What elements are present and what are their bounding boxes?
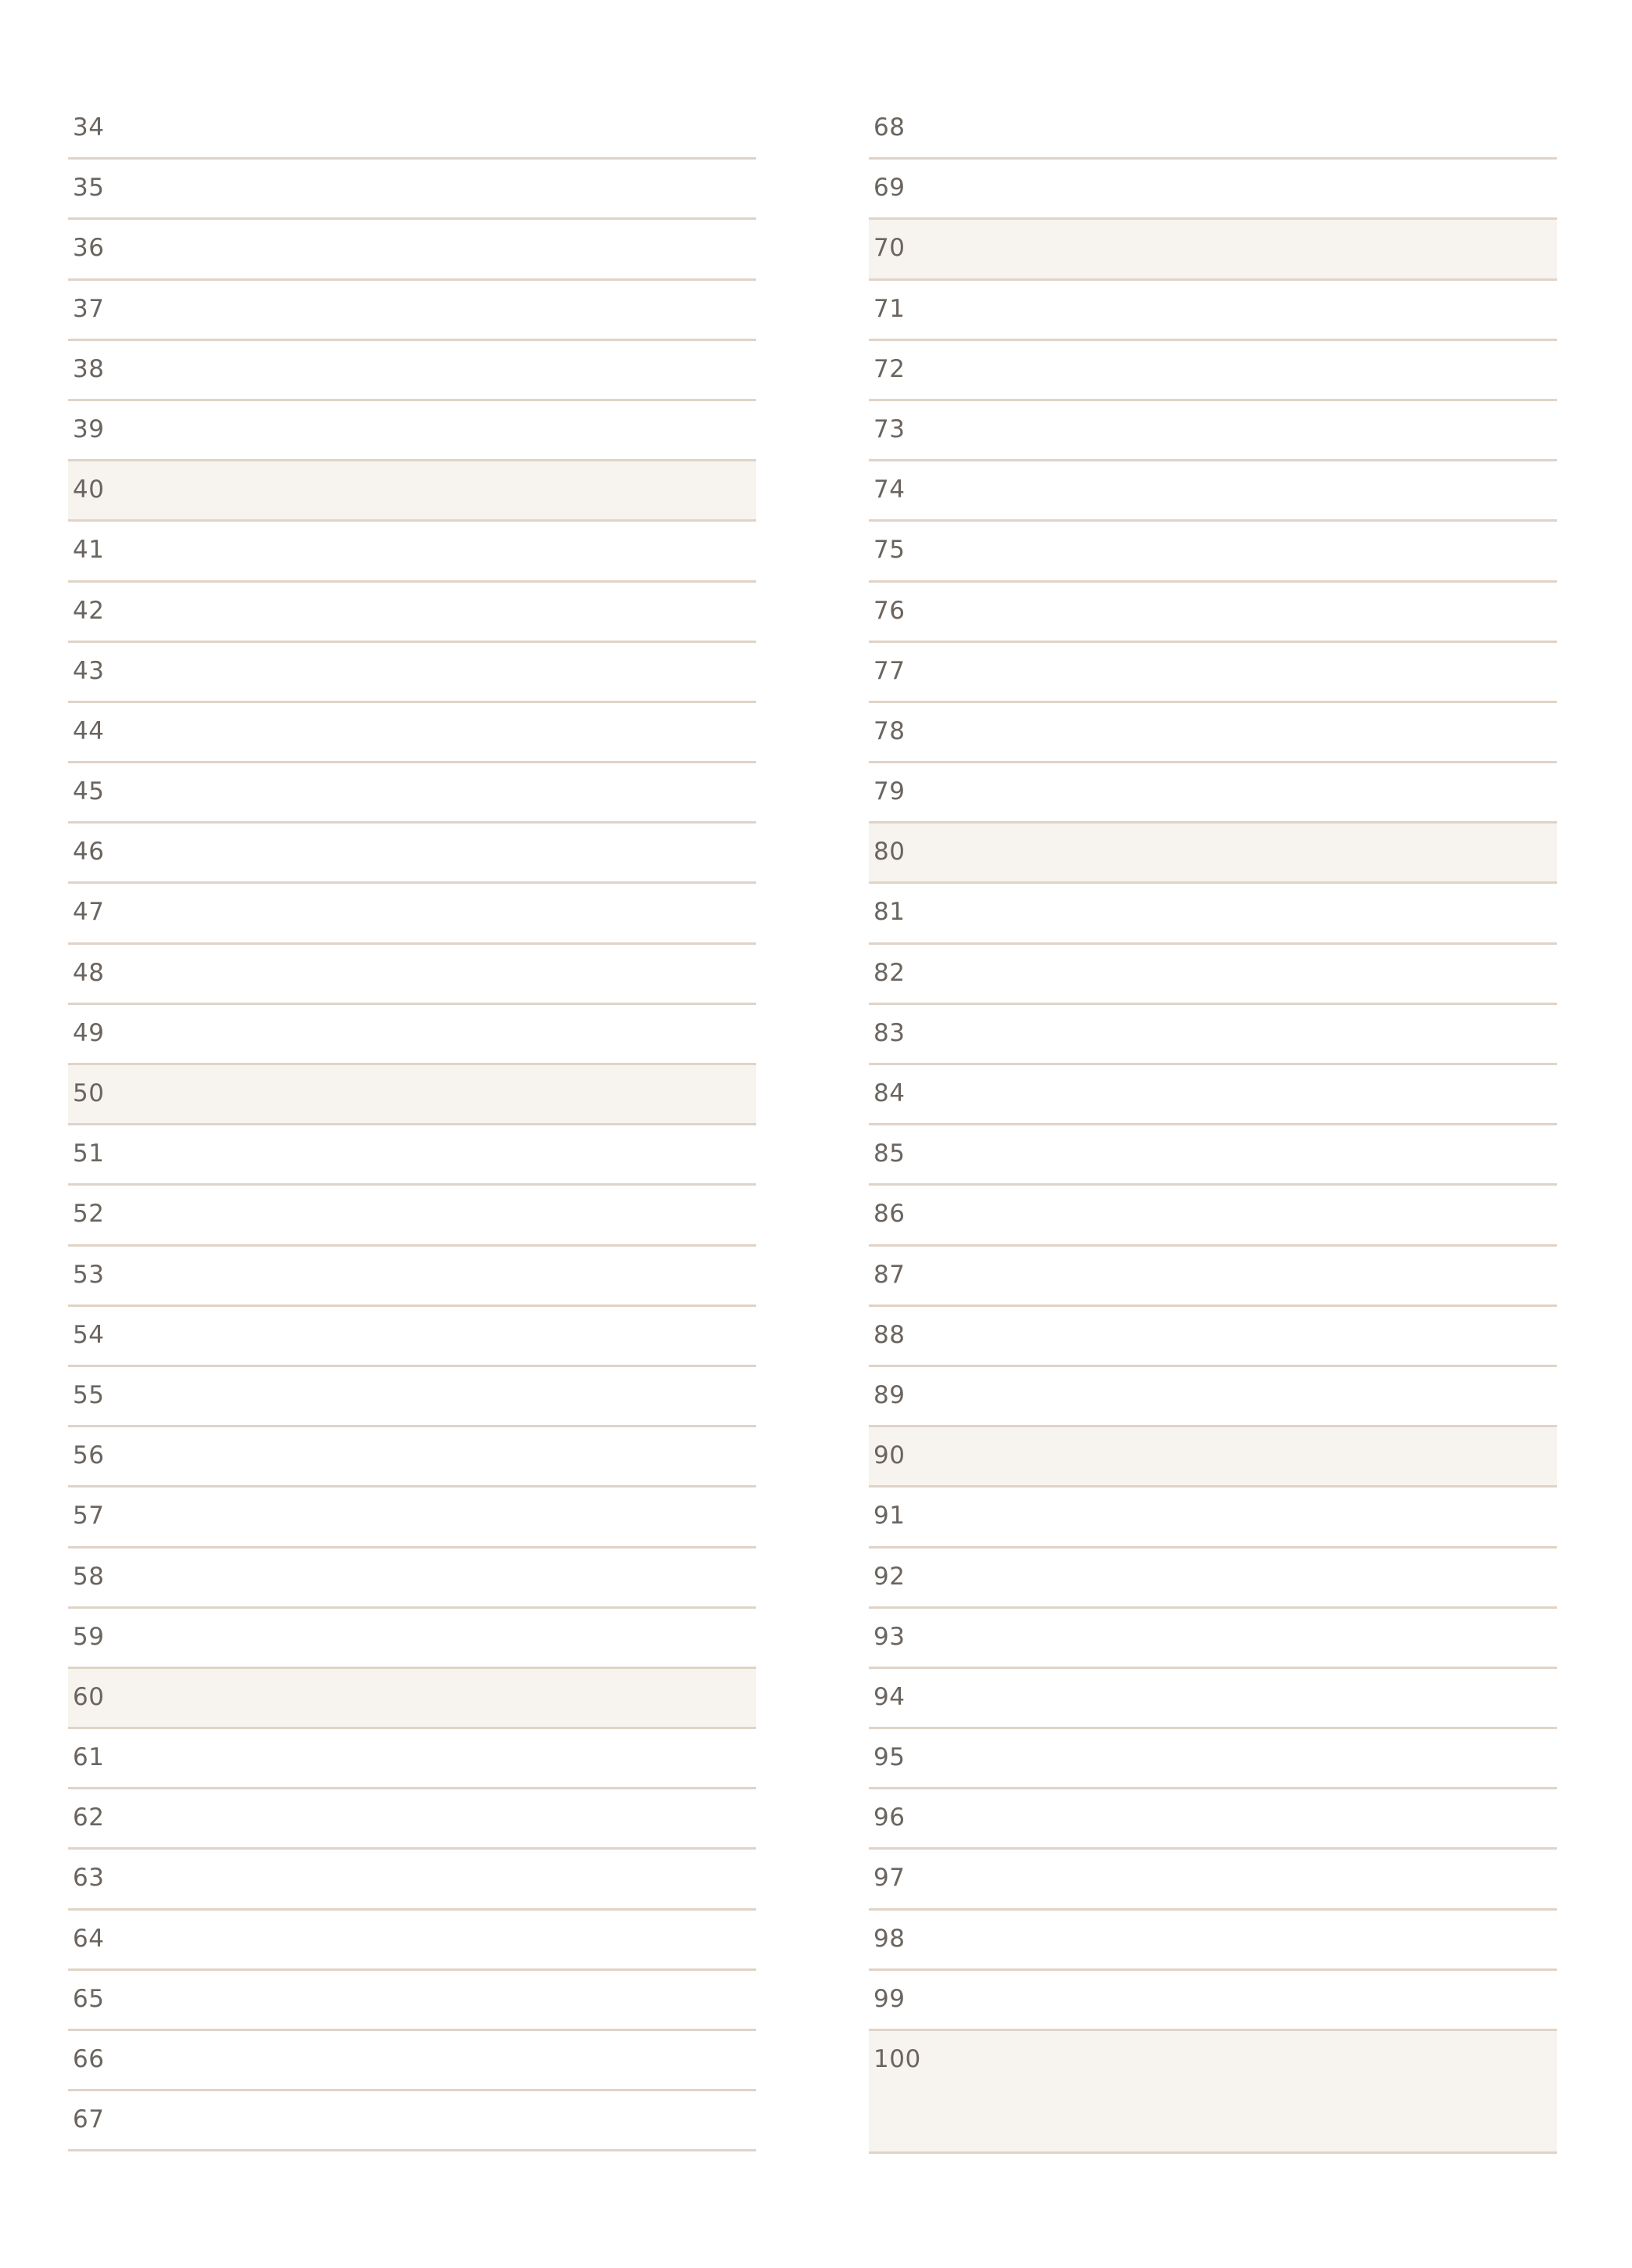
row-number: 82 <box>873 958 906 987</box>
row-number: 45 <box>73 777 105 806</box>
row-number: 69 <box>873 174 906 203</box>
row-number: 70 <box>873 234 906 263</box>
list-row <box>68 643 756 703</box>
list-row <box>68 1247 756 1307</box>
row-number: 65 <box>73 1984 105 2013</box>
list-row <box>68 945 756 1005</box>
row-number: 95 <box>873 1743 906 1772</box>
row-number: 94 <box>873 1682 906 1711</box>
list-row <box>68 160 756 220</box>
list-row <box>869 2031 1557 2154</box>
list-row <box>68 824 756 884</box>
list-row <box>869 1669 1557 1729</box>
list-row <box>869 461 1557 522</box>
row-number: 73 <box>873 414 906 443</box>
list-row <box>68 1307 756 1367</box>
row-number: 81 <box>873 898 906 927</box>
list-row <box>68 220 756 280</box>
row-number: 58 <box>73 1562 105 1591</box>
list-row <box>869 160 1557 220</box>
list-row <box>68 1789 756 1850</box>
row-number: 99 <box>873 1984 906 2013</box>
list-row <box>68 703 756 763</box>
list-row <box>869 1729 1557 1789</box>
row-number: 77 <box>873 656 906 685</box>
list-row <box>869 401 1557 461</box>
row-number: 84 <box>873 1079 906 1107</box>
list-row <box>869 643 1557 703</box>
list-row <box>68 99 756 160</box>
list-row <box>869 884 1557 944</box>
list-row <box>869 220 1557 280</box>
row-number: 41 <box>73 536 105 565</box>
right-column <box>869 99 1557 2154</box>
row-number: 44 <box>73 716 105 745</box>
row-number: 46 <box>73 838 105 867</box>
list-row <box>68 763 756 824</box>
left-column <box>68 99 756 2151</box>
list-row <box>869 1850 1557 1910</box>
list-row <box>869 1911 1557 1971</box>
row-number: 42 <box>73 596 105 625</box>
row-number: 40 <box>73 475 105 504</box>
list-row <box>869 1367 1557 1427</box>
row-number: 90 <box>873 1441 906 1470</box>
list-row <box>68 1971 756 2031</box>
row-number: 56 <box>73 1441 105 1470</box>
row-number: 57 <box>73 1502 105 1531</box>
list-row <box>869 1427 1557 1487</box>
list-row <box>869 703 1557 763</box>
row-number: 86 <box>873 1200 906 1229</box>
row-number: 93 <box>873 1622 906 1651</box>
list-row <box>869 945 1557 1005</box>
row-number: 35 <box>73 174 105 203</box>
row-number: 64 <box>73 1924 105 1953</box>
list-row <box>869 1971 1557 2031</box>
list-row <box>68 2091 756 2151</box>
list-row <box>68 1487 756 1548</box>
list-row <box>869 1609 1557 1669</box>
list-row <box>68 583 756 643</box>
row-number: 37 <box>73 294 105 323</box>
list-row <box>869 99 1557 160</box>
list-row <box>68 461 756 522</box>
list-row <box>68 1186 756 1246</box>
row-number: 97 <box>873 1864 906 1893</box>
row-number: 61 <box>73 1743 105 1772</box>
list-row <box>68 1427 756 1487</box>
row-number: 38 <box>73 354 105 383</box>
list-row <box>68 1609 756 1669</box>
list-row <box>68 401 756 461</box>
list-row <box>68 1367 756 1427</box>
list-row <box>869 1487 1557 1548</box>
row-number: 96 <box>873 1803 906 1832</box>
list-row <box>869 1307 1557 1367</box>
list-row <box>869 341 1557 401</box>
row-number: 52 <box>73 1200 105 1229</box>
row-number: 47 <box>73 898 105 927</box>
row-number: 88 <box>873 1320 906 1349</box>
list-row <box>869 1247 1557 1307</box>
list-row <box>869 522 1557 582</box>
row-number: 91 <box>873 1502 906 1531</box>
list-row <box>68 1911 756 1971</box>
list-row <box>68 2031 756 2091</box>
list-row <box>869 281 1557 341</box>
row-number: 48 <box>73 958 105 987</box>
row-number: 74 <box>873 475 906 504</box>
row-number: 51 <box>73 1139 105 1168</box>
row-number: 98 <box>873 1924 906 1953</box>
list-row <box>68 522 756 582</box>
row-number: 75 <box>873 536 906 565</box>
row-number: 67 <box>73 2105 105 2134</box>
row-number: 85 <box>873 1139 906 1168</box>
row-number: 68 <box>873 113 906 142</box>
row-number: 55 <box>73 1380 105 1409</box>
list-row <box>869 1005 1557 1065</box>
list-row <box>869 824 1557 884</box>
list-row <box>68 1125 756 1186</box>
row-number: 87 <box>873 1260 906 1289</box>
row-number: 89 <box>873 1380 906 1409</box>
list-row <box>869 1548 1557 1609</box>
row-number: 53 <box>73 1260 105 1289</box>
list-row <box>68 1850 756 1910</box>
row-number: 34 <box>73 113 105 142</box>
list-row <box>68 1065 756 1125</box>
list-row <box>68 1729 756 1789</box>
row-number: 79 <box>873 777 906 806</box>
row-number: 49 <box>73 1018 105 1047</box>
row-number: 43 <box>73 656 105 685</box>
row-number: 92 <box>873 1562 906 1591</box>
list-row <box>68 1005 756 1065</box>
row-number: 59 <box>73 1622 105 1651</box>
row-number: 80 <box>873 838 906 867</box>
row-number: 100 <box>873 2045 921 2073</box>
row-number: 78 <box>873 716 906 745</box>
list-row <box>869 1186 1557 1246</box>
list-row <box>869 1789 1557 1850</box>
list-row <box>869 583 1557 643</box>
row-number: 54 <box>73 1320 105 1349</box>
list-row <box>68 281 756 341</box>
row-number: 76 <box>873 596 906 625</box>
row-number: 62 <box>73 1803 105 1832</box>
row-number: 36 <box>73 234 105 263</box>
list-row <box>68 1548 756 1609</box>
row-number: 71 <box>873 294 906 323</box>
list-row <box>869 1125 1557 1186</box>
row-number: 50 <box>73 1079 105 1107</box>
row-number: 60 <box>73 1682 105 1711</box>
row-number: 63 <box>73 1864 105 1893</box>
row-number: 72 <box>873 354 906 383</box>
list-row <box>68 341 756 401</box>
list-row <box>869 763 1557 824</box>
list-row <box>68 1669 756 1729</box>
row-number: 39 <box>73 414 105 443</box>
list-row <box>869 1065 1557 1125</box>
list-row <box>68 884 756 944</box>
row-number: 83 <box>873 1018 906 1047</box>
row-number: 66 <box>73 2045 105 2073</box>
